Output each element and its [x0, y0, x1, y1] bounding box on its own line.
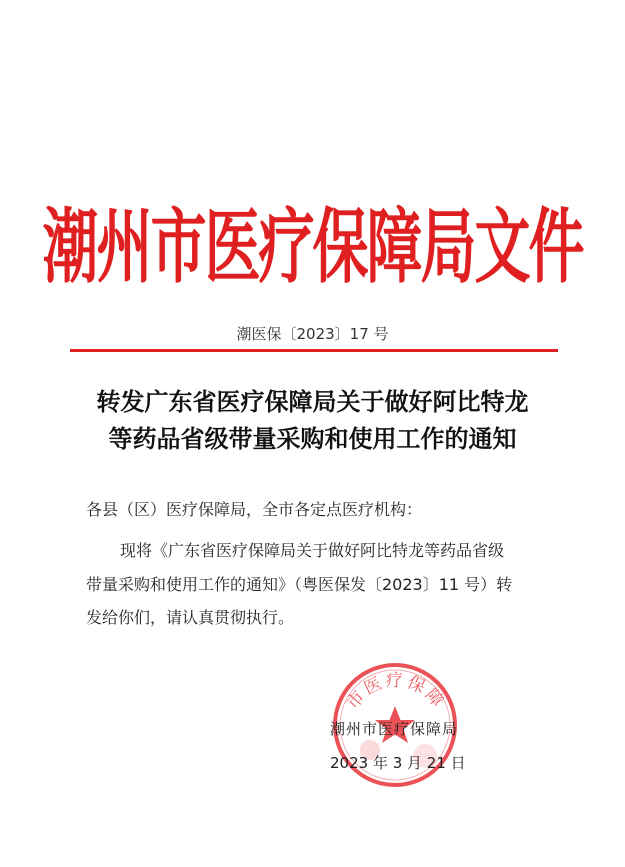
- document-number: 潮医保〔2023〕17 号: [236, 325, 389, 343]
- title-line-2: 等药品省级带量采购和使用工作的通知: [108, 424, 517, 453]
- red-divider-line: [70, 349, 558, 352]
- signature-organization: 潮州市医疗保障局: [330, 720, 459, 738]
- signature-date: 2023 年 3 月 21 日: [330, 754, 466, 772]
- document-title: [0, 383, 625, 457]
- document-masthead: 潮州市医疗保障局文件: [42, 199, 583, 296]
- body-paragraph-line-2: 带量采购和使用工作的通知》（粤医保发〔2023〕11 号）转: [86, 575, 513, 594]
- body-paragraph-line-1: 现将《广东省医疗保障局关于做好阿比特龙等药品省级: [120, 541, 505, 560]
- title-line-1: 转发广东省医疗保障局关于做好阿比特龙: [96, 387, 529, 416]
- seal-text: 市医疗保障: [342, 671, 450, 714]
- salutation: 各县（区）医疗保障局，全市各定点医疗机构：: [86, 500, 423, 519]
- body-paragraph-line-3: 发给你们，请认真贯彻执行。: [86, 608, 295, 627]
